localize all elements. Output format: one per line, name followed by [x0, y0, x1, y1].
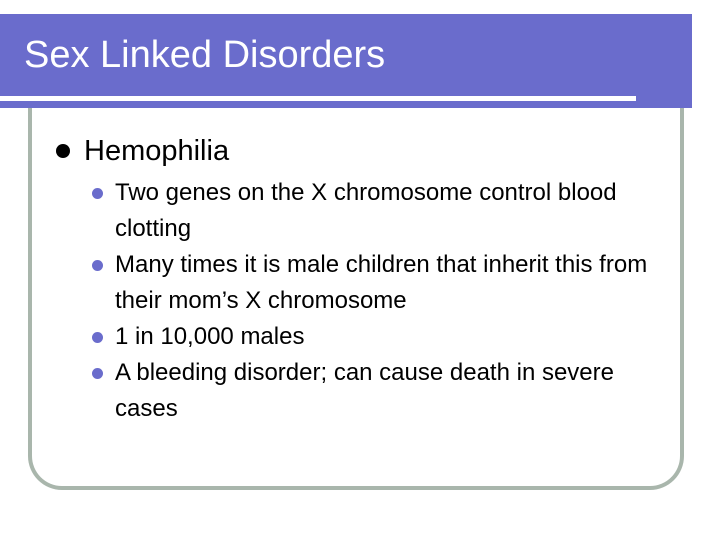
sub-bullet-icon: [92, 188, 103, 199]
list-item: [88, 319, 648, 355]
list-item: [88, 355, 648, 427]
bullet-icon: [56, 144, 70, 158]
sub-bullet-icon: [92, 332, 103, 343]
list-item-text: Many times it is male children that inherit this from their mom’s X chromosome: [115, 251, 648, 314]
slide-title: Sex Linked Disorders: [24, 34, 386, 76]
list-item: [88, 175, 648, 247]
topic-label: Hemophilia: [84, 135, 230, 167]
list-item-text: 1 in 10,000 males: [115, 323, 305, 350]
sub-bullet-icon: [92, 368, 103, 379]
topic-item: [56, 133, 229, 169]
sub-point-list: [88, 175, 648, 427]
title-underline: [0, 96, 636, 101]
list-item-text: A bleeding disorder; can cause death in severe cases: [115, 359, 614, 422]
list-item-text: Two genes on the X chromosome control blood clotting: [115, 179, 617, 242]
sub-bullet-icon: [92, 260, 103, 271]
list-item: [88, 247, 648, 319]
